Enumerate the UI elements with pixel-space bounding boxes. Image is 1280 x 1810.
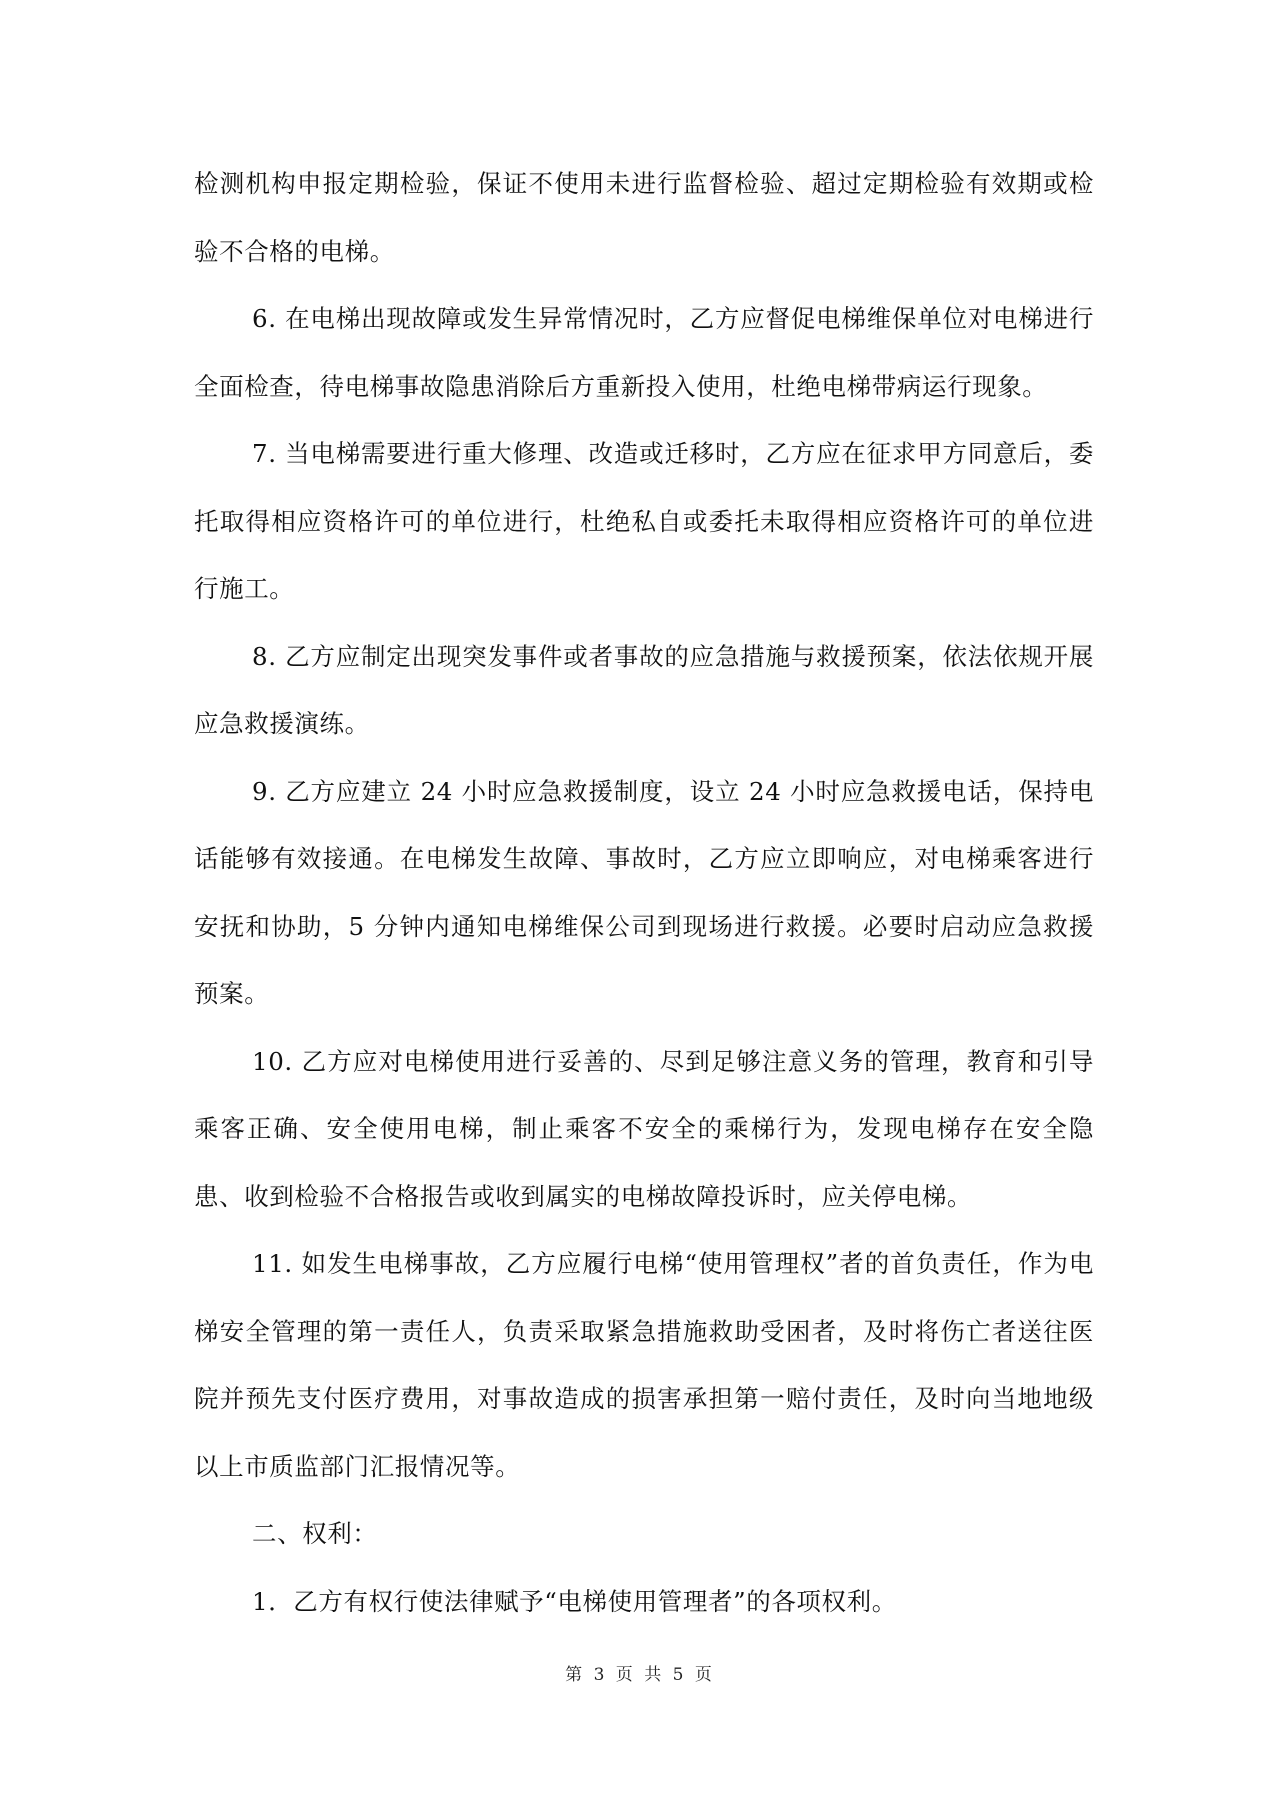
paragraph-rights-item-1: 1．乙方有权行使法律赋予“电梯使用管理者”的各项权利。 xyxy=(252,1586,897,1616)
paragraph-item-6: 6. 在电梯出现故障或发生异常情况时，乙方应督促电梯维保单位对电梯进行全面检查，待电梯事故隐患消除后方重新投入使用，杜绝电梯带病运行现象。 xyxy=(194,304,1094,401)
paragraph-continuation: 检测机构申报定期检验，保证不使用未进行监督检验、超过定期检验有效期或检验不合格的电梯。 xyxy=(194,169,1094,266)
document-body xyxy=(194,150,1094,1635)
page-number-footer: 第 3 页 共 5 页 xyxy=(565,1665,715,1685)
paragraph-item-7: 7. 当电梯需要进行重大修理、改造或迁移时，乙方应在征求甲方同意后，委托取得相应资格许可的单位进行，杜绝私自或委托未取得相应资格许可的单位进行施工。 xyxy=(194,439,1094,603)
paragraph-item-8: 8. 乙方应制定出现突发事件或者事故的应急措施与救援预案，依法依规开展应急救援演练。 xyxy=(194,641,1094,738)
paragraph-item-11: 11. 如发生电梯事故，乙方应履行电梯“使用管理权”者的首负责任，作为电梯安全管理的第一责任人，负责采取紧急措施救助受困者，及时将伤亡者送往医院并预先支付医疗费用，对事故造成的损害承担第一赔付责任，及时向当地地级以上市质监部门汇报情况等。 xyxy=(194,1249,1094,1481)
paragraph-item-10: 10. 乙方应对电梯使用进行妥善的、尽到足够注意义务的管理，教育和引导乘客正确、安全使用电梯，制止乘客不安全的乘梯行为，发现电梯存在安全隐患、收到检验不合格报告或收到属实的电梯故障投诉时，应关停电梯。 xyxy=(194,1046,1094,1211)
section-heading-rights: 二、权利： xyxy=(252,1519,378,1548)
paragraph-item-9: 9. 乙方应建立 24 小时应急救援制度，设立 24 小时应急救援电话，保持电话能够有效接通。在电梯发生故障、事故时，乙方应立即响应，对电梯乘客进行安抚和协助，5 分钟内通知电梯维保公司到现场进行救援。必要时启动应急救援预案。 xyxy=(194,776,1094,1008)
